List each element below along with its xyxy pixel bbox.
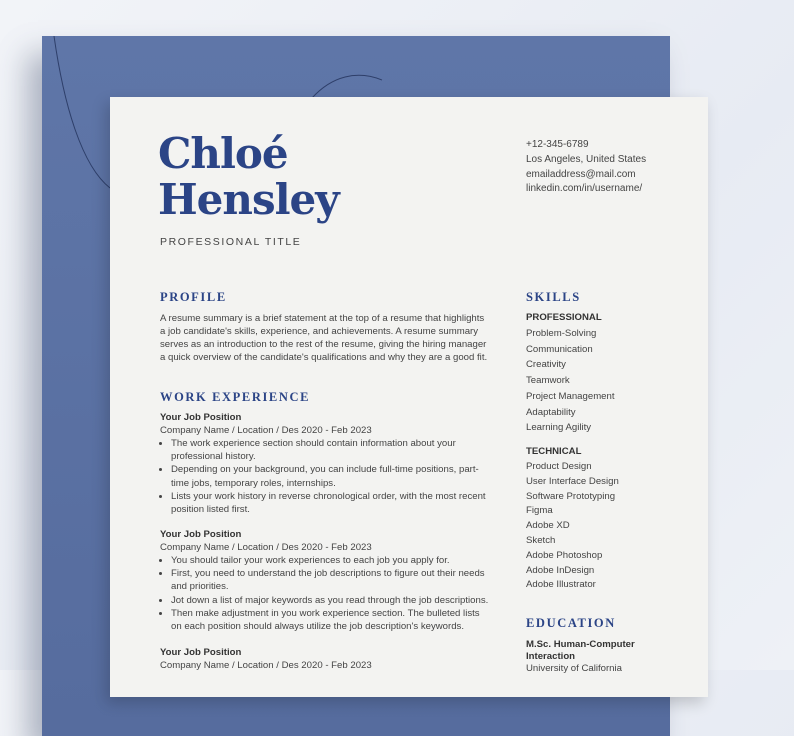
skills-heading: SKILLS: [526, 290, 581, 304]
job-title: Your Job Position: [160, 529, 242, 540]
skill-item: Adobe InDesign: [526, 564, 595, 576]
skill-item: Communication: [526, 343, 593, 355]
education-heading: EDUCATION: [526, 616, 616, 630]
job-entry: [160, 646, 492, 672]
job-title: Your Job Position: [160, 412, 242, 423]
skills-technical-heading: TECHNICAL: [526, 446, 582, 457]
skill-item: Adobe Illustrator: [526, 579, 596, 591]
skill-item: Creativity: [526, 359, 566, 371]
name-first: Chloé: [158, 129, 288, 178]
professional-title: PROFESSIONAL TITLE: [160, 236, 302, 248]
skill-item: Teamwork: [526, 375, 570, 387]
skill-item: Problem-Solving: [526, 328, 597, 339]
profile-heading: PROFILE: [160, 290, 227, 304]
job-entry: [160, 528, 492, 633]
job-bullet: • Depending on your background, you can include full-time positions, part-time jobs, temporary roles, internships.: [171, 463, 492, 489]
job-company: Company Name / Location / Des 2020 - Feb 2023: [160, 660, 372, 671]
job-bullet: • Lists your work history in reverse chronological order, with the most recent position listed first.: [171, 490, 492, 516]
education-school: University of California: [526, 663, 622, 674]
skill-item: Sketch: [526, 534, 556, 546]
job-bullets: [160, 437, 492, 516]
skill-item: Figma: [526, 505, 553, 517]
resume-name: [158, 131, 339, 223]
job-title: Your Job Position: [160, 647, 242, 658]
contact-linkedin: linkedin.com/in/username/: [526, 183, 643, 195]
skills-professional-heading: PROFESSIONAL: [526, 312, 602, 323]
education-degree: M.Sc. Human-Computer Interaction: [526, 639, 635, 662]
skill-item: Product Design: [526, 461, 592, 472]
job-bullet: • You should tailor your work experiences to each job you apply for.: [171, 554, 492, 567]
job-bullet: • The work experience section should contain information about your professional history.: [171, 437, 492, 463]
contact-email: emailaddress@mail.com: [526, 168, 636, 180]
skill-item: Adaptability: [526, 406, 576, 418]
contact-phone: +12-345-6789: [526, 139, 589, 150]
resume-page: [110, 97, 708, 697]
skill-item: Adobe Photoshop: [526, 549, 603, 561]
skills-technical: [526, 445, 696, 593]
work-experience-heading: WORK EXPERIENCE: [160, 390, 311, 404]
profile-text: A resume summary is a brief statement at the top of a resume that highlights a job candidate's skills, experience, and achievements. A resume summary serves as an introduction to the rest of the resume, giving the hiring manager a quick overview of the candidate's qualifications and why they are a good fit.: [160, 313, 488, 364]
name-last: Hensley: [158, 175, 339, 224]
skill-item: Adobe XD: [526, 520, 570, 532]
job-entry: [160, 411, 492, 516]
job-company: Company Name / Location / Des 2020 - Feb 2023: [160, 542, 372, 553]
job-bullet: • Jot down a list of major keywords as you read through the job descriptions.: [171, 594, 492, 607]
skill-item: Software Prototyping: [526, 490, 616, 502]
skill-item: Project Management: [526, 390, 615, 402]
job-bullet: • Then make adjustment in you work experience section. The bulleted lists on each position should always utilize the job description's keywords.: [171, 607, 492, 633]
contact-block: [526, 138, 646, 197]
skill-item: Learning Agility: [526, 422, 592, 434]
skills-professional: [526, 311, 696, 436]
job-company: Company Name / Location / Des 2020 - Feb 2023: [160, 425, 372, 436]
skill-item: User Interface Design: [526, 475, 619, 487]
job-bullets: [160, 554, 492, 633]
contact-location: Los Angeles, United States: [526, 153, 647, 165]
job-bullet: • First, you need to understand the job descriptions to figure out their needs and priorities.: [171, 567, 492, 593]
